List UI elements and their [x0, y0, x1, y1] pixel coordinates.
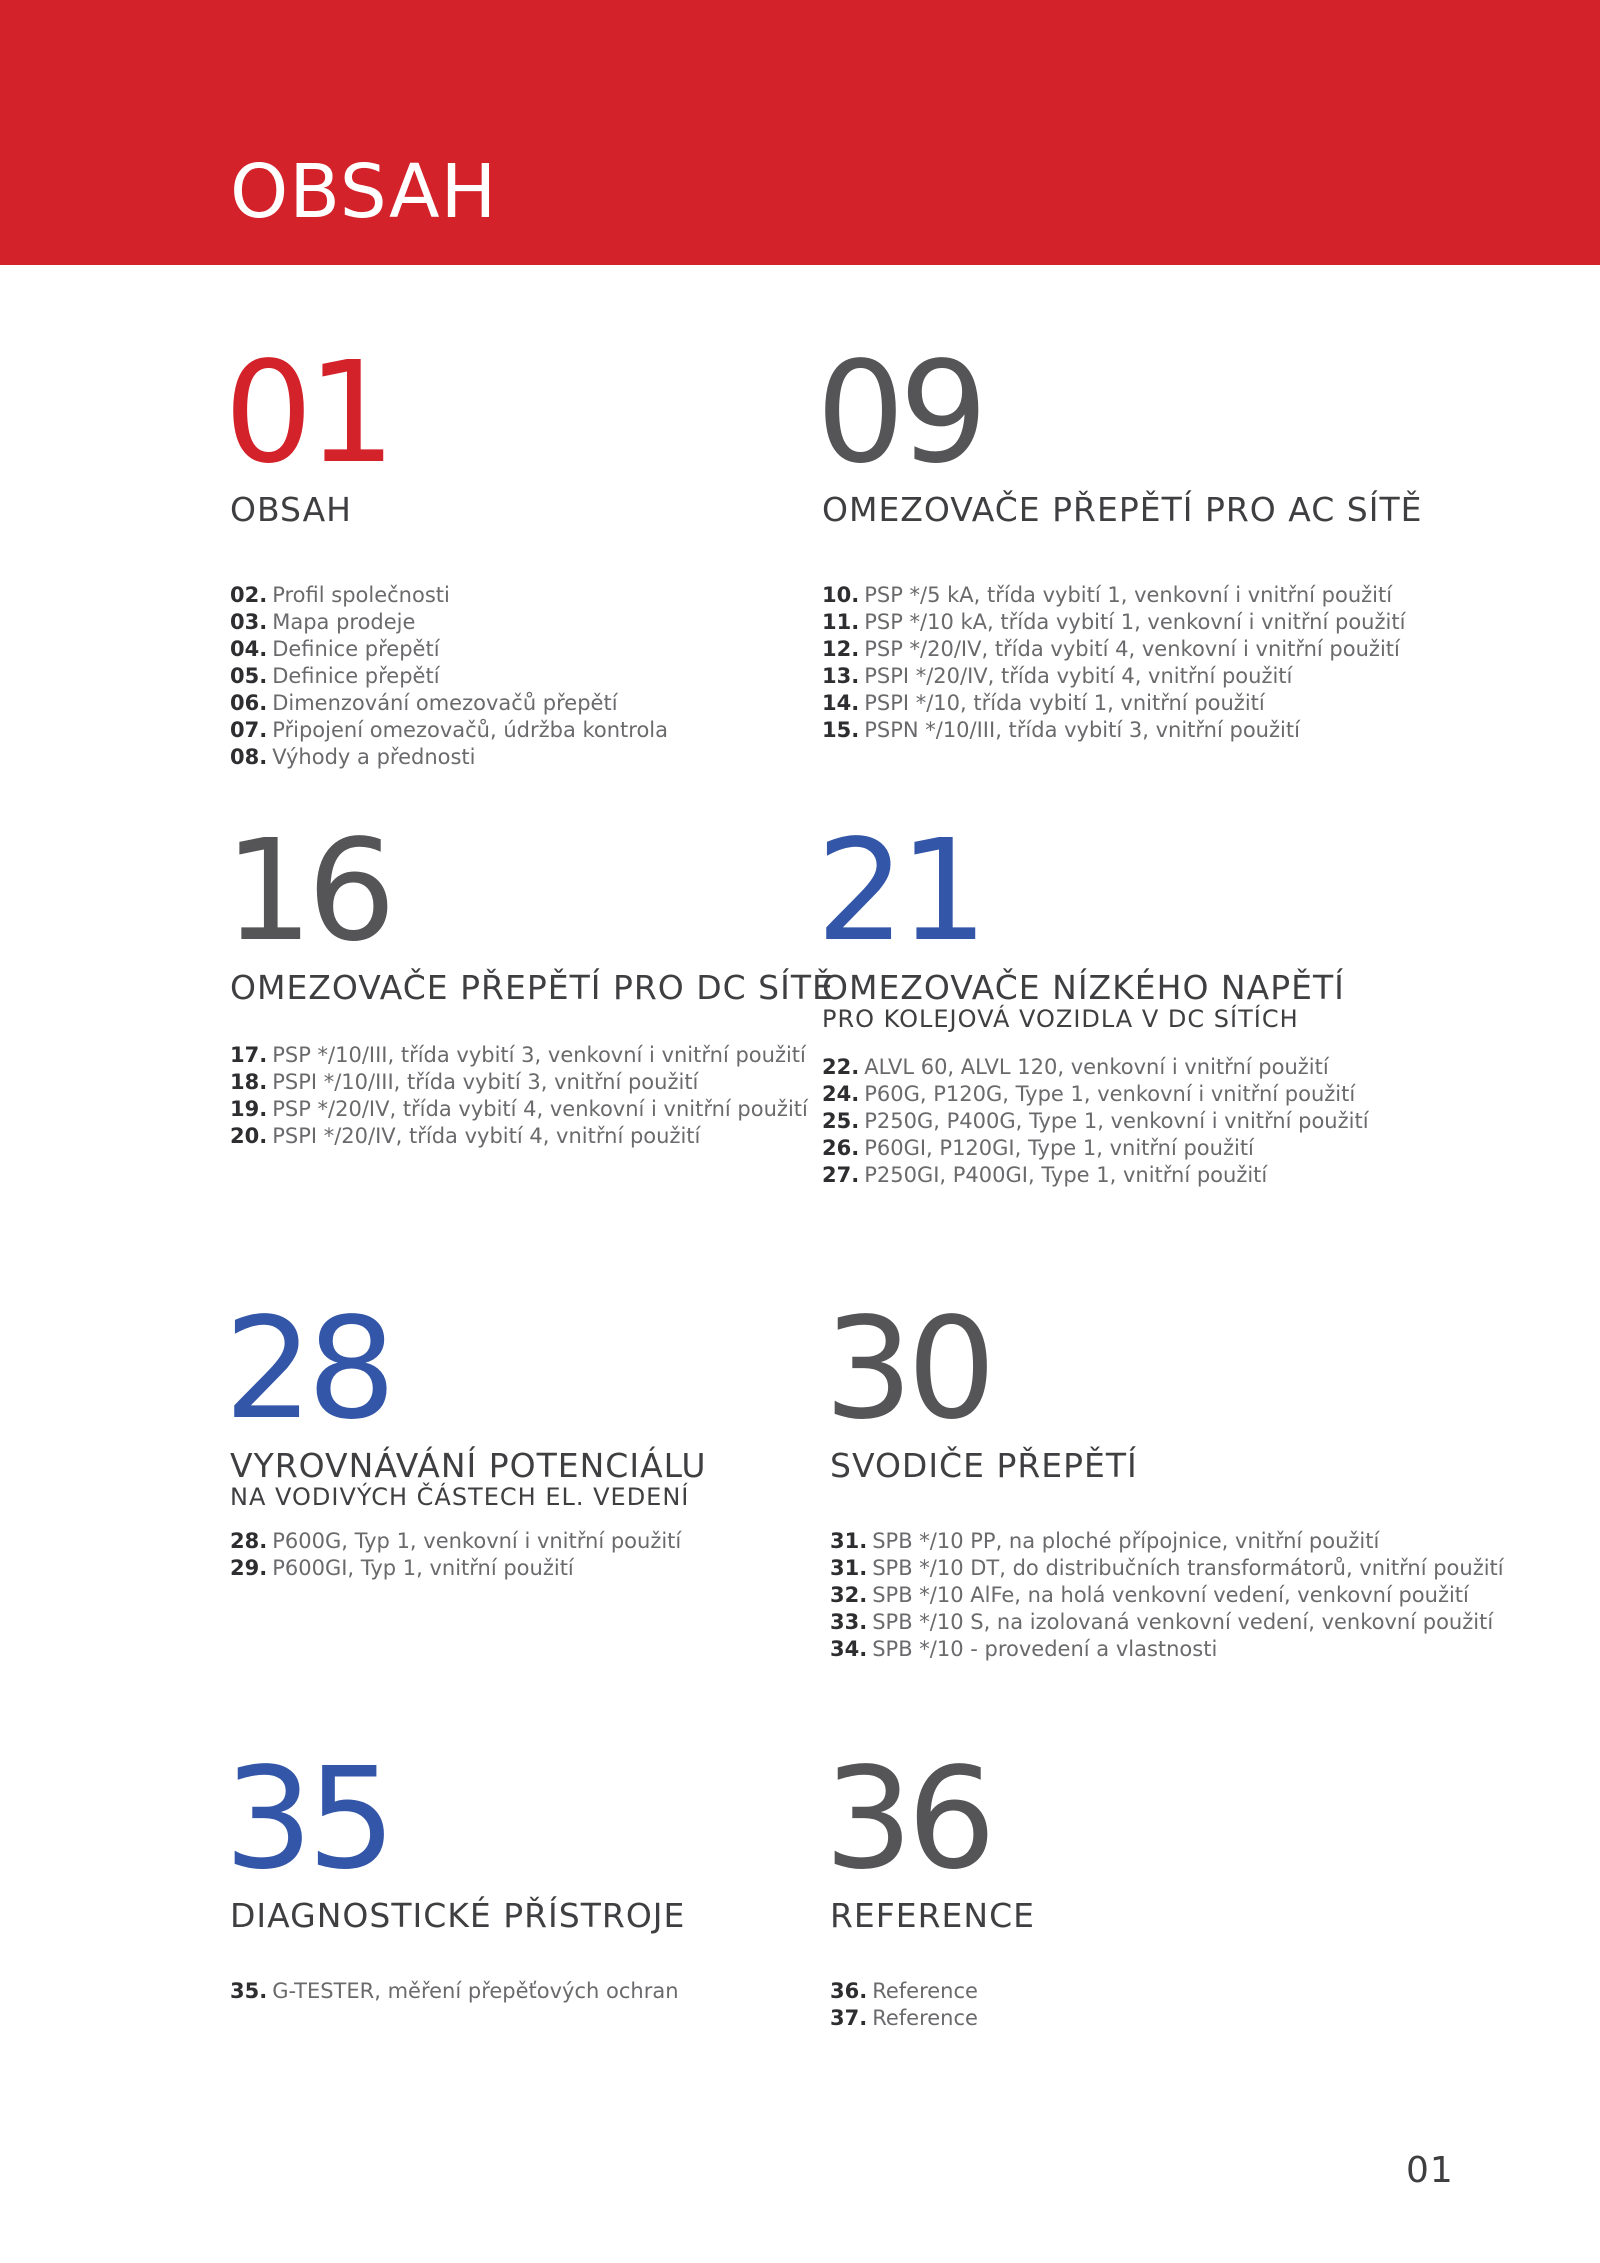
- section-title: DIAGNOSTICKÉ PŘÍSTROJE: [230, 1896, 686, 1935]
- list-item[interactable]: 03. Mapa prodeje: [230, 610, 416, 635]
- list-item[interactable]: 24. P60G, P120G, Type 1, venkovní i vnitřní použití: [822, 1081, 1356, 1106]
- list-item[interactable]: 05. Definice přepětí: [230, 664, 440, 689]
- list-item[interactable]: 11. PSP */10 kA, třída vybití 1, venkovní i vnitřní použití: [822, 610, 1406, 635]
- list-item[interactable]: 07. Připojení omezovačů, údržba kontrola: [230, 718, 669, 743]
- list-item[interactable]: 25. P250G, P400G, Type 1, venkovní i vnitřní použití: [822, 1108, 1369, 1133]
- toc-section-30: [824, 1288, 1504, 1663]
- toc-section-21: [816, 810, 1369, 1189]
- list-item[interactable]: 26. P60GI, P120GI, Type 1, vnitřní použití: [822, 1135, 1254, 1160]
- list-item[interactable]: 10. PSP */5 kA, třída vybití 1, venkovní i vnitřní použití: [822, 583, 1393, 608]
- list-item[interactable]: 34. SPB */10 - provedení a vlastnosti: [830, 1637, 1218, 1662]
- list-item[interactable]: 36. Reference: [830, 1979, 978, 2004]
- list-item[interactable]: 06. Dimenzování omezovačů přepětí: [230, 691, 618, 716]
- list-item[interactable]: 08. Výhody a přednosti: [230, 745, 476, 770]
- list-item[interactable]: 19. PSP */20/IV, třída vybití 4, venkovní i vnitřní použití: [230, 1097, 808, 1122]
- section-item-list: [230, 1978, 685, 2005]
- section-title: VYROVNÁVÁNÍ POTENCIÁLU: [230, 1446, 707, 1485]
- list-item[interactable]: 31. SPB */10 PP, na ploché přípojnice, vnitřní použití: [830, 1529, 1380, 1554]
- section-number: 09: [816, 332, 983, 495]
- section-subtitle: NA VODIVÝCH ČÁSTECH EL. VEDENÍ: [230, 1483, 690, 1512]
- section-title: SVODIČE PŘEPĚTÍ: [830, 1446, 1138, 1485]
- list-item[interactable]: 20. PSPI */20/IV, třída vybití 4, vnitřní použití: [230, 1124, 701, 1149]
- list-item[interactable]: 18. PSPI */10/III, třída vybití 3, vnitřní použití: [230, 1070, 699, 1095]
- section-number: 36: [824, 1738, 991, 1901]
- section-number: 01: [224, 332, 391, 495]
- section-title: OMEZOVAČE PŘEPĚTÍ PRO AC SÍTĚ: [822, 490, 1423, 529]
- list-item[interactable]: 22. ALVL 60, ALVL 120, venkovní i vnitřní použití: [822, 1054, 1329, 1079]
- toc-section-36: [824, 1738, 1035, 2032]
- list-item[interactable]: 12. PSP */20/IV, třída vybití 4, venkovní i vnitřní použití: [822, 637, 1400, 662]
- page-number: 01: [1406, 2150, 1454, 2191]
- section-item-list: [230, 1042, 834, 1150]
- section-title: OBSAH: [230, 490, 352, 529]
- list-item[interactable]: 15. PSPN */10/III, třída vybití 3, vnitřní použití: [822, 718, 1300, 743]
- toc-section-16: [224, 810, 834, 1150]
- section-item-list: [830, 1978, 1035, 2032]
- section-number: 16: [224, 810, 391, 973]
- section-item-list: [230, 1528, 707, 1582]
- list-item[interactable]: 37. Reference: [830, 2006, 978, 2031]
- list-item[interactable]: 17. PSP */10/III, třída vybití 3, venkovní i vnitřní použití: [230, 1043, 806, 1068]
- toc-section-01: [224, 332, 669, 771]
- section-subtitle: PRO KOLEJOVÁ VOZIDLA V DC SÍTÍCH: [822, 1005, 1299, 1034]
- section-number: 28: [224, 1288, 391, 1451]
- list-item[interactable]: 31. SPB */10 DT, do distribučních transformátorů, vnitřní použití: [830, 1556, 1504, 1581]
- section-title: OMEZOVAČE PŘEPĚTÍ PRO DC SÍTĚ: [230, 968, 834, 1007]
- list-item[interactable]: 27. P250GI, P400GI, Type 1, vnitřní použití: [822, 1162, 1268, 1187]
- toc-section-35: [224, 1738, 686, 2005]
- section-item-list: [230, 582, 668, 771]
- toc-section-09: [816, 332, 1423, 744]
- section-item-list: [830, 1528, 1504, 1663]
- list-item[interactable]: 32. SPB */10 AlFe, na holá venkovní vedení, venkovní použití: [830, 1583, 1469, 1608]
- section-number: 21: [816, 810, 983, 973]
- section-title: REFERENCE: [830, 1896, 1035, 1935]
- list-item[interactable]: 35. G-TESTER, měření přepěťových ochran: [230, 1979, 679, 2004]
- toc-section-28: [224, 1288, 707, 1582]
- list-item[interactable]: 04. Definice přepětí: [230, 637, 440, 662]
- list-item[interactable]: 29. P600GI, Typ 1, vnitřní použití: [230, 1555, 574, 1580]
- section-number: 35: [224, 1738, 391, 1901]
- list-item[interactable]: 28. P600G, Typ 1, venkovní i vnitřní použití: [230, 1528, 682, 1553]
- list-item[interactable]: 14. PSPI */10, třída vybití 1, vnitřní použití: [822, 691, 1265, 716]
- list-item[interactable]: 13. PSPI */20/IV, třída vybití 4, vnitřní použití: [822, 664, 1293, 689]
- header-band: [0, 0, 1600, 265]
- list-item[interactable]: 33. SPB */10 S, na izolovaná venkovní vedení, venkovní použití: [830, 1610, 1494, 1635]
- page-title: OBSAH: [230, 149, 498, 235]
- list-item[interactable]: 02. Profil společnosti: [230, 583, 450, 608]
- section-item-list: [822, 582, 1422, 744]
- section-item-list: [822, 1054, 1369, 1189]
- section-number: 30: [824, 1288, 991, 1451]
- section-title: OMEZOVAČE NÍZKÉHO NAPĚTÍ: [822, 968, 1345, 1007]
